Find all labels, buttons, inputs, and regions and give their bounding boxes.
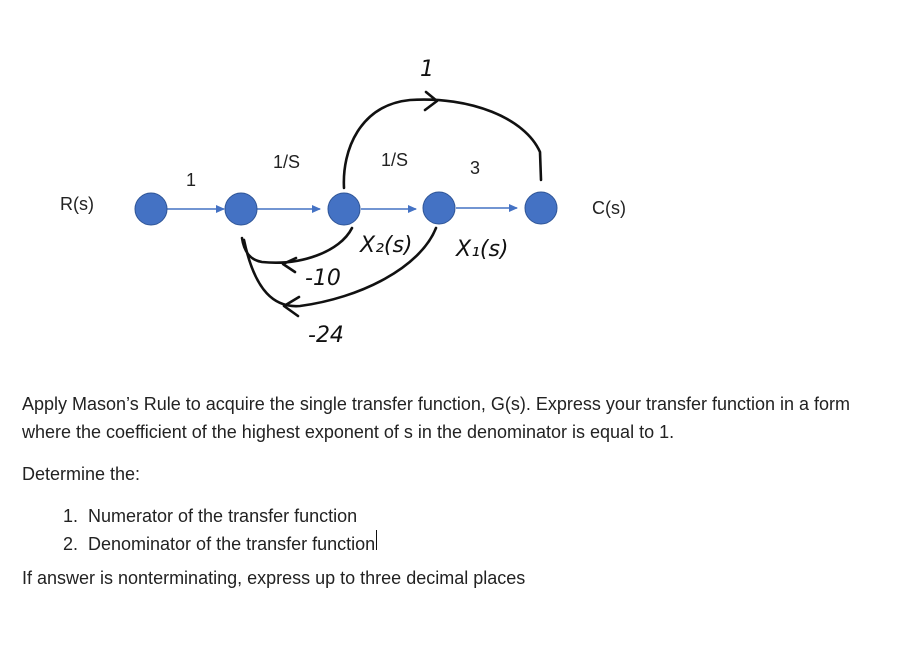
node-3 <box>423 192 455 224</box>
gain-n3-n4: 3 <box>470 158 481 178</box>
state-x1-label: X₁(s) <box>456 237 509 262</box>
gain-n1-n2: 1/S <box>273 152 301 172</box>
node-r <box>135 193 167 225</box>
item-number: 1. <box>62 506 78 526</box>
answer-item-denominator <box>22 530 892 558</box>
input-label: R(s) <box>60 194 94 214</box>
answer-item-numerator <box>22 502 892 530</box>
feedforward-arrowhead <box>425 92 437 110</box>
feedforward-gain: 1 <box>420 57 434 82</box>
node-4 <box>525 192 557 224</box>
question-text <box>22 390 892 592</box>
state-x2-label: X₂(s) <box>360 233 413 258</box>
text-cursor[interactable] <box>376 530 377 550</box>
feedback-outer-gain: -24 <box>308 323 344 348</box>
question-note: If answer is nonterminating, express up to three decimal places <box>22 568 526 588</box>
gain-r-n1: 1 <box>186 170 197 190</box>
item-number: 2. <box>62 534 78 554</box>
feedback-inner-arrowhead <box>283 258 296 272</box>
output-label: C(s) <box>592 198 626 218</box>
node-1 <box>225 193 257 225</box>
question-intro: Apply Mason’s Rule to acquire the single transfer function, G(s). Express your transfer function in a form where the coefficient of the highest exponent of s in the denominator is equal to 1. <box>22 394 851 442</box>
feedforward-branch <box>344 100 541 188</box>
node-2 <box>328 193 360 225</box>
determine-heading: Determine the: <box>22 464 141 484</box>
answer-list <box>22 502 892 558</box>
item-text: Denominator of the transfer function <box>88 534 376 554</box>
item-text: Numerator of the transfer function <box>88 506 358 526</box>
feedback-inner-gain: -10 <box>305 266 341 291</box>
gain-n2-n3: 1/S <box>381 150 409 170</box>
